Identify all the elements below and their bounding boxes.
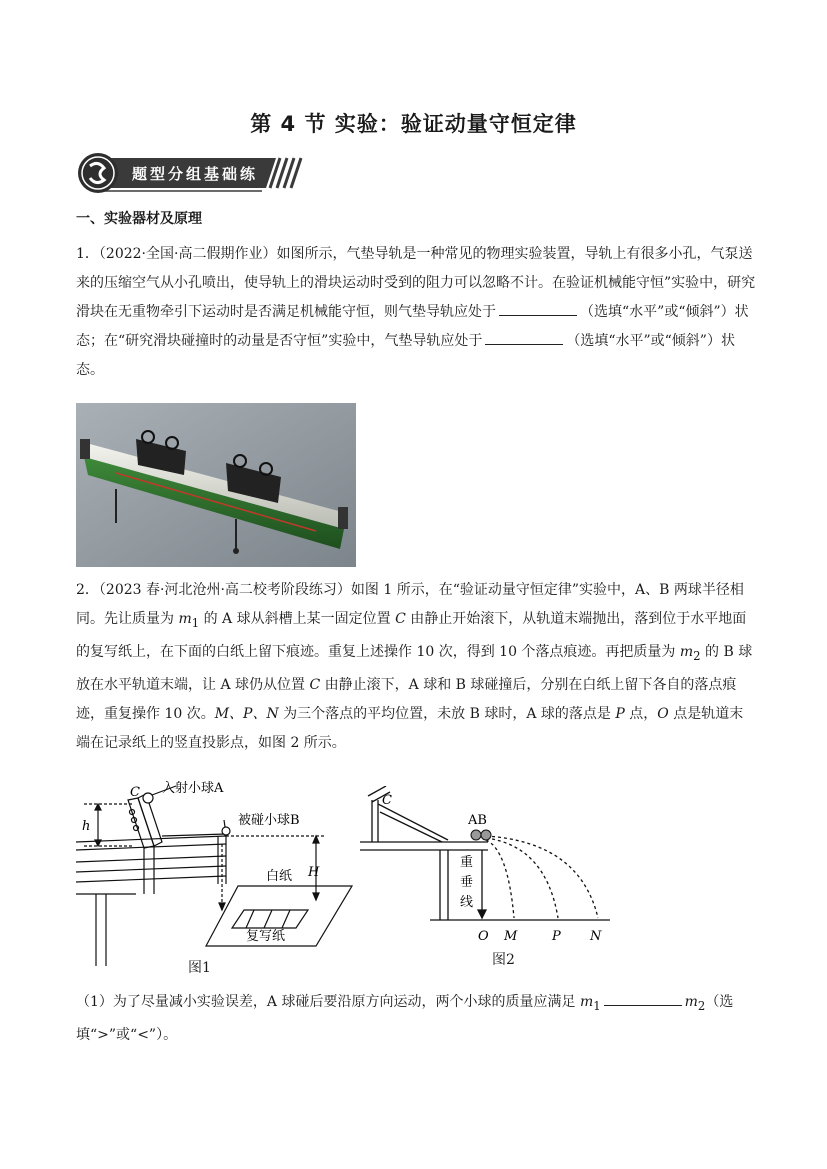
fig2-label-o: O: [478, 929, 489, 944]
q2-o: O: [657, 705, 669, 722]
fig2-label-p: P: [552, 929, 561, 944]
fig1-label-ball-b: 被碰小球B: [238, 813, 300, 828]
q1-number: 1．: [76, 246, 99, 262]
q2-text-h: 点是轨道末端在记录纸上的竖直投影点，如图 2 所示。: [76, 705, 744, 751]
figure-2: [358, 786, 618, 946]
q2-text-f: 为三个落点的平均位置，未放 B 球时，A 球的落点是: [278, 705, 616, 722]
question-2-part-1: [76, 988, 756, 1050]
fig2-label-plumb-1: 重: [460, 855, 474, 870]
q2-m1: m: [178, 611, 192, 627]
fig2-label-c: C: [382, 793, 392, 808]
q2-sub1-m1-sub: 1: [593, 998, 601, 1013]
q2-text-c: 由静止开始滚下，从轨道末端抛出，落到位于水平地面的复写纸上，在下面的白纸上留下痕迹。重复上述操作 10 次，得到 10 个落点痕迹。再把质量为: [76, 611, 747, 660]
q2-text-e: 由静止滚下，A 球和 B 球碰撞后，分别在白纸上留下各自的落点痕迹，重复操作 10 次。: [76, 676, 737, 722]
air-track-photo: [76, 403, 356, 567]
fig2-label-plumb-3: 线: [460, 895, 474, 910]
q2-number: 2．: [76, 582, 99, 598]
fig1-label-c: C: [130, 785, 140, 800]
q2-sub1-text: 为了尽量减小实验误差，A 球碰后要沿原方向运动，两个小球的质量应满足: [112, 994, 580, 1010]
fig2-label-m: M: [504, 929, 518, 944]
fig1-label-h: h: [82, 819, 91, 834]
q2-m1-sub: 1: [191, 615, 200, 630]
fig2-label-ab: AB: [468, 813, 487, 828]
section-banner: [76, 152, 306, 194]
q2-m2: m: [679, 643, 694, 660]
q2-m2-sub: 2: [693, 648, 701, 663]
q2-text-b: 的 A 球从斜槽上某一固定位置: [199, 611, 396, 627]
q1-text-c: （选填“水平”或“倾斜”）状态。: [76, 333, 735, 378]
ball-b: [222, 827, 230, 835]
q2-sub1-m2-sub: 2: [697, 998, 706, 1013]
fig1-label-big-h: H: [308, 865, 320, 880]
fig1-label-carbon-paper: 复写纸: [246, 929, 286, 944]
page-title: 第 4 节 实验：验证动量守恒定律: [250, 112, 577, 136]
section-heading: 一、实验器材及原理: [76, 211, 202, 227]
q2-c2: C: [309, 676, 321, 693]
fig2-caption: 图2: [492, 952, 515, 968]
q2-sub1-blank[interactable]: [604, 991, 682, 1006]
question-2: [76, 576, 756, 758]
q2-sub1-tail: （选填“>”或“<”）。: [76, 994, 734, 1043]
question-1: [76, 240, 756, 385]
fig2-label-n: N: [590, 929, 602, 944]
q1-text-a: 如图所示，气垫导轨是一种常见的物理实验装置，导轨上有很多小孔，气泵送来的压缩空气从小孔喷出，使导轨上的滑块运动时受到的阻力可以忽略不计。在验证机械能守恒”实验中，研究滑块在无重物牵引下运动时是否满足机械能守恒，则气垫导轨应处于: [76, 246, 756, 320]
fig1-label-ball-a: 入射小球A: [162, 781, 224, 796]
q1-blank-1[interactable]: [499, 301, 577, 316]
q1-blank-2[interactable]: [485, 330, 563, 345]
banner-label: 题型分组基础练: [132, 165, 259, 183]
fig2-label-plumb-2: 垂: [460, 875, 474, 890]
q2-text-a: 如图 1 所示，在“验证动量守恒定律”实验中，A、B 两球半径相同。先让质量为: [76, 582, 744, 627]
figure-1: [76, 776, 366, 976]
fig1-label-white-paper: 白纸: [266, 869, 293, 884]
q2-text-d: 的 B 球放在水平轨道末端，让 A 球仍从位置: [76, 643, 753, 693]
q1-source: （2022·全国·高二假期作业）: [98, 246, 277, 262]
q2-mpn: M、P、N: [214, 705, 279, 722]
ball-a: [143, 793, 153, 803]
q2-sub1-number: （1）: [76, 994, 113, 1010]
q2-sub1-m1: m: [579, 994, 594, 1010]
q1-text-b: （选填“水平”或“倾斜”）状态；在“研究滑块碰撞时的动量是否守恒”实验中，气垫导轨应处于: [76, 304, 749, 349]
q2-text-g: 点，: [624, 705, 658, 722]
q2-source: （2023 春·河北沧州·高二校考阶段练习）: [98, 582, 351, 598]
q2-sub1-m2: m: [684, 994, 698, 1010]
q2-c1: C: [395, 611, 406, 627]
fig1-caption: 图1: [188, 960, 211, 976]
q2-p: P: [615, 705, 625, 722]
